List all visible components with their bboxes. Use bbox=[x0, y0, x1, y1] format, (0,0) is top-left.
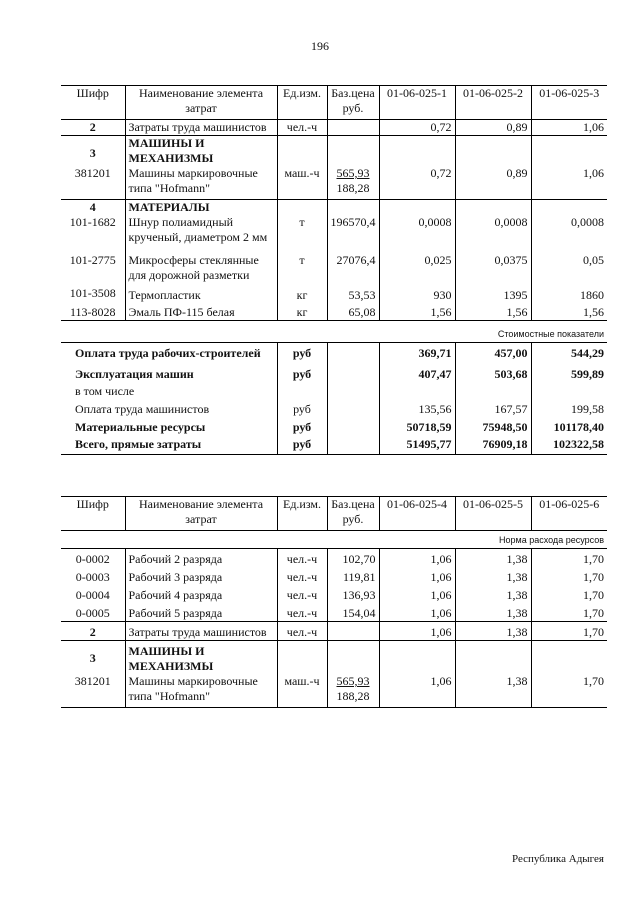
summary-value-1: 407,47 bbox=[379, 361, 455, 382]
header-unit: Ед.изм. bbox=[277, 86, 327, 120]
row-value-3: 1,70 bbox=[531, 674, 607, 708]
row-name: Затраты труда машинистов bbox=[125, 622, 277, 641]
row-value-2: 0,0008 bbox=[455, 215, 531, 253]
header-norm-5: 01-06-025-5 bbox=[455, 497, 531, 531]
row-value-1: 1,06 bbox=[379, 585, 455, 603]
summary-row bbox=[61, 382, 607, 399]
row-value-3: 1,06 bbox=[531, 120, 607, 136]
row-value-1: 0,72 bbox=[379, 166, 455, 200]
summary-value-2: 167,57 bbox=[455, 399, 531, 417]
row-name: Микросферы стеклянные для дорожной разметки bbox=[125, 253, 277, 286]
row-value-3: 0,0008 bbox=[531, 215, 607, 253]
row-value-1: 1,06 bbox=[379, 549, 455, 568]
section-row bbox=[61, 641, 607, 675]
row-unit: чел.-ч bbox=[277, 585, 327, 603]
summary-value-3: 101178,40 bbox=[531, 417, 607, 435]
summary-value-2: 75948,50 bbox=[455, 417, 531, 435]
row-value-3: 1,70 bbox=[531, 549, 607, 568]
row-value-3: 0,05 bbox=[531, 253, 607, 286]
row-value-2: 1,38 bbox=[455, 567, 531, 585]
table-row bbox=[61, 674, 607, 708]
summary-name: Всего, прямые затраты bbox=[61, 435, 277, 455]
row-value-1: 1,06 bbox=[379, 674, 455, 708]
row-unit: т bbox=[277, 215, 327, 253]
resource-table-bottom bbox=[61, 496, 607, 708]
row-price: 196570,4 bbox=[327, 215, 379, 253]
header-unit: Ед.изм. bbox=[277, 497, 327, 531]
row-value-2: 0,89 bbox=[455, 166, 531, 200]
header-name: Наименование элемента затрат bbox=[125, 497, 277, 531]
row-value-2: 1,38 bbox=[455, 622, 531, 641]
summary-unit: руб bbox=[277, 361, 327, 382]
row-value-1: 1,06 bbox=[379, 622, 455, 641]
row-unit: маш.-ч bbox=[277, 674, 327, 708]
summary-value-3: 102322,58 bbox=[531, 435, 607, 455]
row-price: 136,93 bbox=[327, 585, 379, 603]
row-code: 101-1682 bbox=[69, 215, 116, 229]
table-row bbox=[61, 603, 607, 622]
table-row bbox=[61, 622, 607, 641]
row-price: 154,04 bbox=[327, 603, 379, 622]
row-value-2: 0,89 bbox=[455, 120, 531, 136]
row-value-2: 1,38 bbox=[455, 549, 531, 568]
summary-value-3: 599,89 bbox=[531, 361, 607, 382]
row-price: 53,53 bbox=[327, 286, 379, 303]
row-value-1: 0,0008 bbox=[379, 215, 455, 253]
summary-value-2: 76909,18 bbox=[455, 435, 531, 455]
row-value-1: 0,72 bbox=[379, 120, 455, 136]
row-name: Термопластик bbox=[125, 286, 277, 303]
row-price: 119,81 bbox=[327, 567, 379, 585]
row-name: Эмаль ПФ-115 белая bbox=[125, 303, 277, 321]
section-code: 4 bbox=[89, 200, 96, 214]
row-value-3: 1,70 bbox=[531, 567, 607, 585]
table-row bbox=[61, 286, 607, 303]
table-row bbox=[61, 567, 607, 585]
row-unit: чел.-ч bbox=[277, 120, 327, 136]
summary-row bbox=[61, 343, 607, 362]
row-unit: кг bbox=[277, 286, 327, 303]
row-code: 0-0005 bbox=[61, 603, 125, 622]
row-code: 101-3508 bbox=[69, 286, 116, 300]
row-value-1: 1,06 bbox=[379, 567, 455, 585]
row-price: 65,08 bbox=[327, 303, 379, 321]
row-value-1: 1,06 bbox=[379, 603, 455, 622]
row-unit: кг bbox=[277, 303, 327, 321]
summary-name: Материальные ресурсы bbox=[75, 420, 206, 434]
summary-row bbox=[61, 399, 607, 417]
footer-region: Республика Адыгея bbox=[511, 853, 604, 865]
summary-row bbox=[61, 435, 607, 455]
row-value-3: 1,70 bbox=[531, 603, 607, 622]
header-name: Наименование элемента затрат bbox=[125, 86, 277, 120]
price-base: 565,93 bbox=[336, 166, 370, 180]
row-code: 2 bbox=[61, 622, 125, 641]
row-price: 27076,4 bbox=[327, 253, 379, 286]
row-unit: т bbox=[277, 253, 327, 286]
summary-name: в том числе bbox=[75, 384, 135, 398]
row-price bbox=[327, 120, 379, 136]
cost-indicators-caption: Стоимостные показатели bbox=[61, 321, 607, 343]
table-header-row bbox=[61, 86, 607, 120]
row-name: Машины маркировочные типа "Hofmann" bbox=[125, 674, 277, 708]
table-row bbox=[61, 120, 607, 136]
row-unit: маш.-ч bbox=[277, 166, 327, 200]
row-value-1: 930 bbox=[379, 286, 455, 303]
resource-table-top bbox=[61, 85, 607, 455]
row-value-2: 1395 bbox=[455, 286, 531, 303]
summary-value-1: 369,71 bbox=[379, 343, 455, 362]
row-value-2: 1,38 bbox=[455, 674, 531, 708]
row-code: 101-2775 bbox=[69, 253, 116, 267]
summary-name: Оплата труда рабочих-строителей bbox=[75, 346, 261, 360]
page-number: 196 bbox=[311, 39, 329, 53]
table-row bbox=[61, 303, 607, 321]
header-norm-6: 01-06-025-6 bbox=[531, 497, 607, 531]
row-value-3: 1,56 bbox=[531, 303, 607, 321]
row-value-3: 1860 bbox=[531, 286, 607, 303]
row-value-1: 1,56 bbox=[379, 303, 455, 321]
resource-norm-caption: Норма расхода ресурсов bbox=[61, 531, 607, 549]
table-header-row bbox=[61, 497, 607, 531]
row-name: Рабочий 2 разряда bbox=[125, 549, 277, 568]
summary-value-3: 544,29 bbox=[531, 343, 607, 362]
summary-value-1: 135,56 bbox=[379, 399, 455, 417]
summary-row bbox=[61, 417, 607, 435]
price-wage: 188,28 bbox=[336, 689, 370, 703]
summary-value-1: 51495,77 bbox=[379, 435, 455, 455]
section-code: 3 bbox=[89, 146, 96, 160]
table-row bbox=[61, 166, 607, 200]
row-price bbox=[327, 622, 379, 641]
row-value-2: 1,38 bbox=[455, 603, 531, 622]
row-code: 2 bbox=[61, 120, 125, 136]
row-value-2: 0,0375 bbox=[455, 253, 531, 286]
row-price bbox=[327, 166, 379, 200]
summary-unit: руб bbox=[277, 435, 327, 455]
header-code: Шифр bbox=[61, 86, 125, 120]
row-code: 0-0003 bbox=[75, 570, 110, 584]
row-name: Машины маркировочные типа "Hofmann" bbox=[125, 166, 277, 200]
row-unit: чел.-ч bbox=[277, 549, 327, 568]
row-name: Затраты труда машинистов bbox=[125, 120, 277, 136]
header-price: Баз.цена руб. bbox=[327, 86, 379, 120]
row-value-2: 1,38 bbox=[455, 585, 531, 603]
row-price bbox=[327, 674, 379, 708]
summary-unit: руб bbox=[277, 343, 327, 362]
row-name: Рабочий 4 разряда bbox=[125, 585, 277, 603]
summary-value-1: 50718,59 bbox=[379, 417, 455, 435]
section-row bbox=[61, 200, 607, 216]
price-wage: 188,28 bbox=[336, 181, 370, 195]
row-code: 381201 bbox=[61, 674, 125, 708]
row-value-3: 1,70 bbox=[531, 622, 607, 641]
summary-row bbox=[61, 361, 607, 382]
row-unit: чел.-ч bbox=[277, 622, 327, 641]
header-norm-2: 01-06-025-2 bbox=[455, 86, 531, 120]
caption-row bbox=[61, 531, 607, 549]
row-value-3: 1,70 bbox=[531, 585, 607, 603]
summary-unit: руб bbox=[277, 399, 327, 417]
row-value-1: 0,025 bbox=[379, 253, 455, 286]
row-name: Рабочий 3 разряда bbox=[125, 567, 277, 585]
row-value-3: 1,06 bbox=[531, 166, 607, 200]
summary-value-2: 457,00 bbox=[455, 343, 531, 362]
table-row bbox=[61, 549, 607, 568]
section-title: МАТЕРИАЛЫ bbox=[125, 200, 277, 216]
header-norm-4: 01-06-025-4 bbox=[379, 497, 455, 531]
row-name: Рабочий 5 разряда bbox=[125, 603, 277, 622]
summary-value-2: 503,68 bbox=[455, 361, 531, 382]
row-unit: чел.-ч bbox=[277, 603, 327, 622]
header-norm-3: 01-06-025-3 bbox=[531, 86, 607, 120]
table-row bbox=[61, 585, 607, 603]
section-row bbox=[61, 136, 607, 167]
row-value-2: 1,56 bbox=[455, 303, 531, 321]
header-code: Шифр bbox=[61, 497, 125, 531]
row-code: 0-0002 bbox=[75, 552, 110, 566]
header-norm-1: 01-06-025-1 bbox=[379, 86, 455, 120]
price-base: 565,93 bbox=[336, 674, 370, 688]
header-price: Баз.цена руб. bbox=[327, 497, 379, 531]
table-row bbox=[61, 215, 607, 253]
row-price: 102,70 bbox=[327, 549, 379, 568]
section-title: МАШИНЫ И МЕХАНИЗМЫ bbox=[125, 136, 277, 167]
row-code: 381201 bbox=[61, 166, 125, 200]
row-unit: чел.-ч bbox=[277, 567, 327, 585]
summary-value-3: 199,58 bbox=[531, 399, 607, 417]
caption-row bbox=[61, 321, 607, 343]
table-row bbox=[61, 253, 607, 286]
row-code: 113-8028 bbox=[69, 305, 116, 319]
summary-unit: руб bbox=[277, 417, 327, 435]
row-name: Шнур полиамидный крученый, диаметром 2 мм bbox=[125, 215, 277, 253]
summary-name: Оплата труда машинистов bbox=[75, 402, 210, 416]
section-title: МАШИНЫ И МЕХАНИЗМЫ bbox=[125, 641, 277, 675]
summary-name: Эксплуатация машин bbox=[75, 367, 194, 381]
row-code: 0-0004 bbox=[75, 588, 110, 602]
section-code: 3 bbox=[89, 651, 96, 665]
